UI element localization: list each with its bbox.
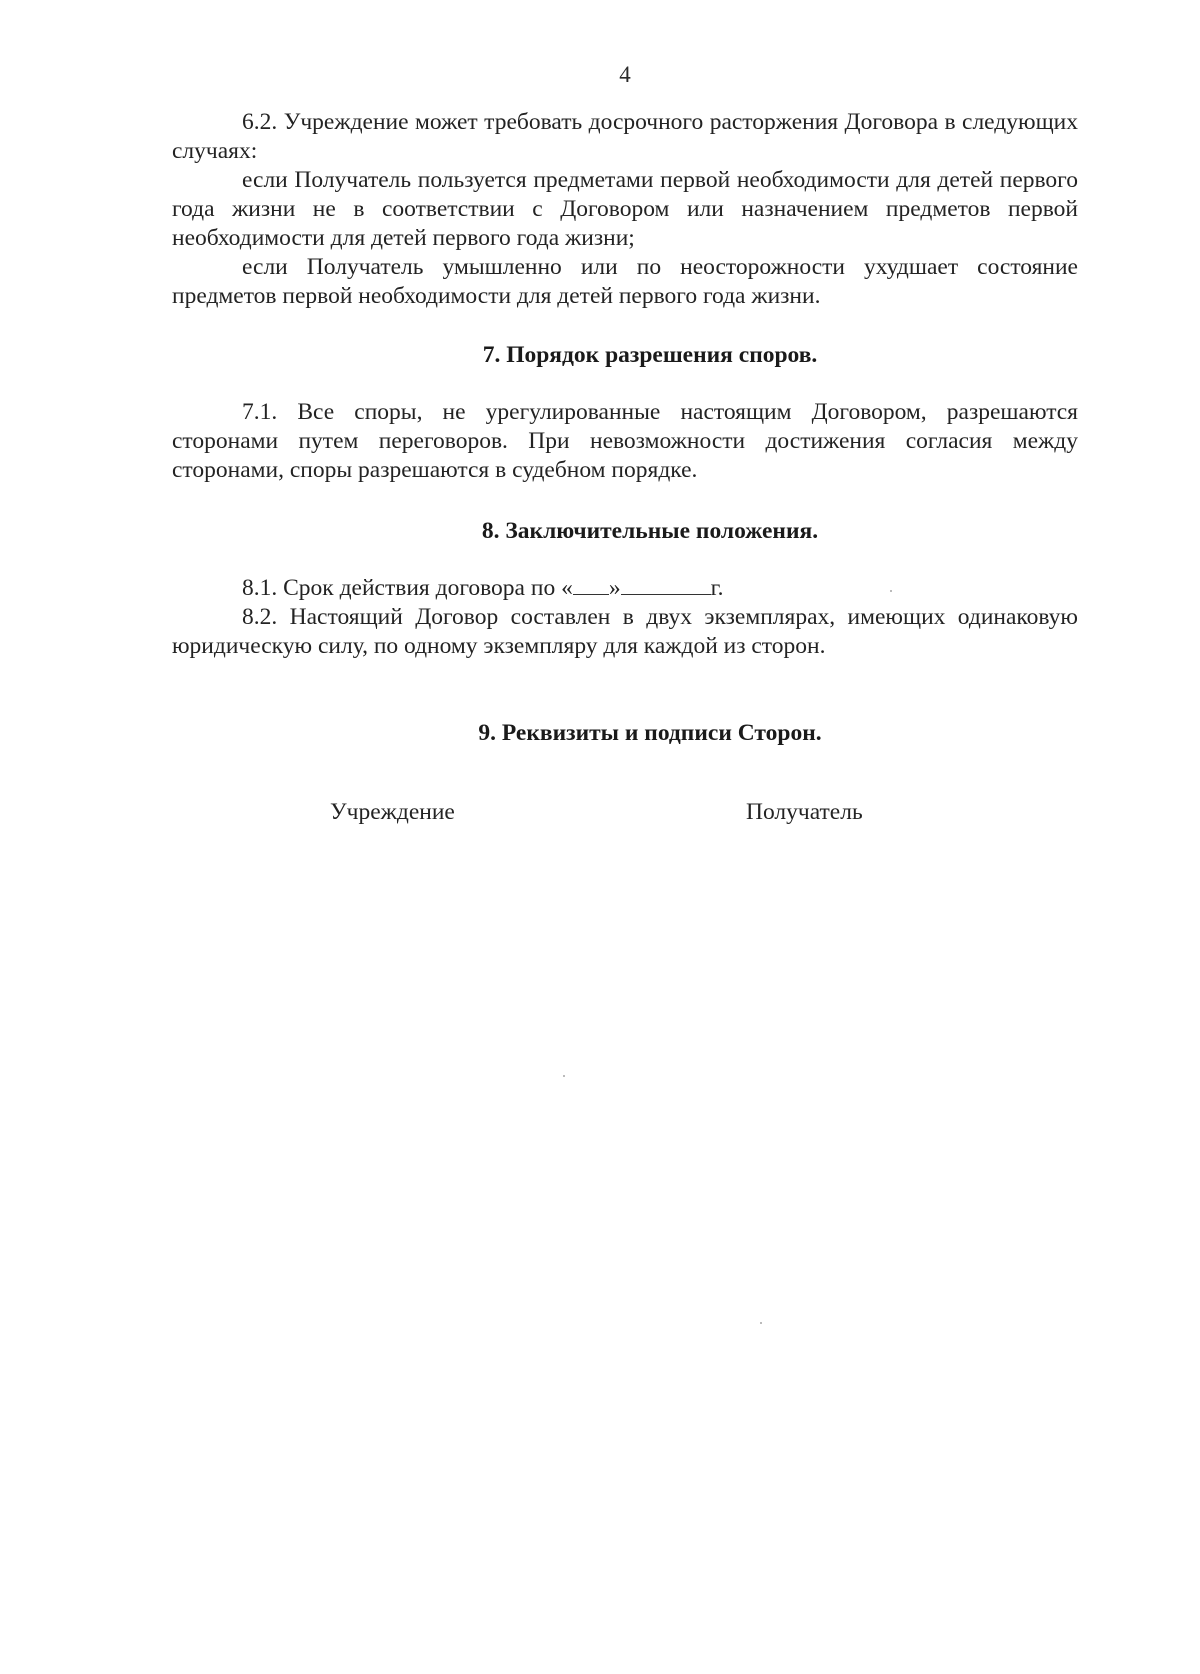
signature-block [172,798,1078,828]
clause-6-2-case-2: если Получатель умышленно или по неосторожности ухудшает состояние предметов первой необходимости для детей первого года жизни. [172,254,1078,309]
clause-6-2-case-1: если Получатель пользуется предметами первой необходимости для детей первого года жизни не в соответствии с Договором или назначением предметов первой необходимости для детей первого года жизни; [172,167,1078,251]
scan-speck [760,1322,762,1324]
clause-8-1 [172,574,1078,603]
document-body [172,108,1078,828]
section-8-heading: 8. Заключительные положения. [481,518,819,544]
section-9-heading: 9. Реквизиты и подписи Сторон. [478,720,822,746]
clause-8-2: 8.2. Настоящий Договор составлен в двух экземплярах, имеющих одинаковую юридическую силу, по одному экземпляру для каждой из сторон. [172,604,1078,659]
scan-speck [563,1075,565,1077]
clause-6-2: 6.2. Учреждение может требовать досрочного расторжения Договора в следующих случаях: [172,109,1078,164]
clause-8-1-prefix: 8.1. Срок действия договора по « [242,575,573,601]
page-number: 4 [619,62,631,87]
party-institution: Учреждение [330,799,455,825]
party-recipient: Получатель [746,799,863,825]
month-blank [621,574,711,595]
clause-8-1-suffix: г. [710,575,724,601]
clause-8-1-quote: » [608,575,621,601]
section-7-heading: 7. Порядок разрешения споров. [482,342,818,368]
clause-7-1: 7.1. Все споры, не урегулированные настоящим Договором, разрешаются сторонами путем переговоров. При невозможности достижения согласия между сторонами, споры разрешаются в судебном порядке. [172,399,1078,483]
day-blank [573,574,609,595]
scan-speck [890,590,892,592]
